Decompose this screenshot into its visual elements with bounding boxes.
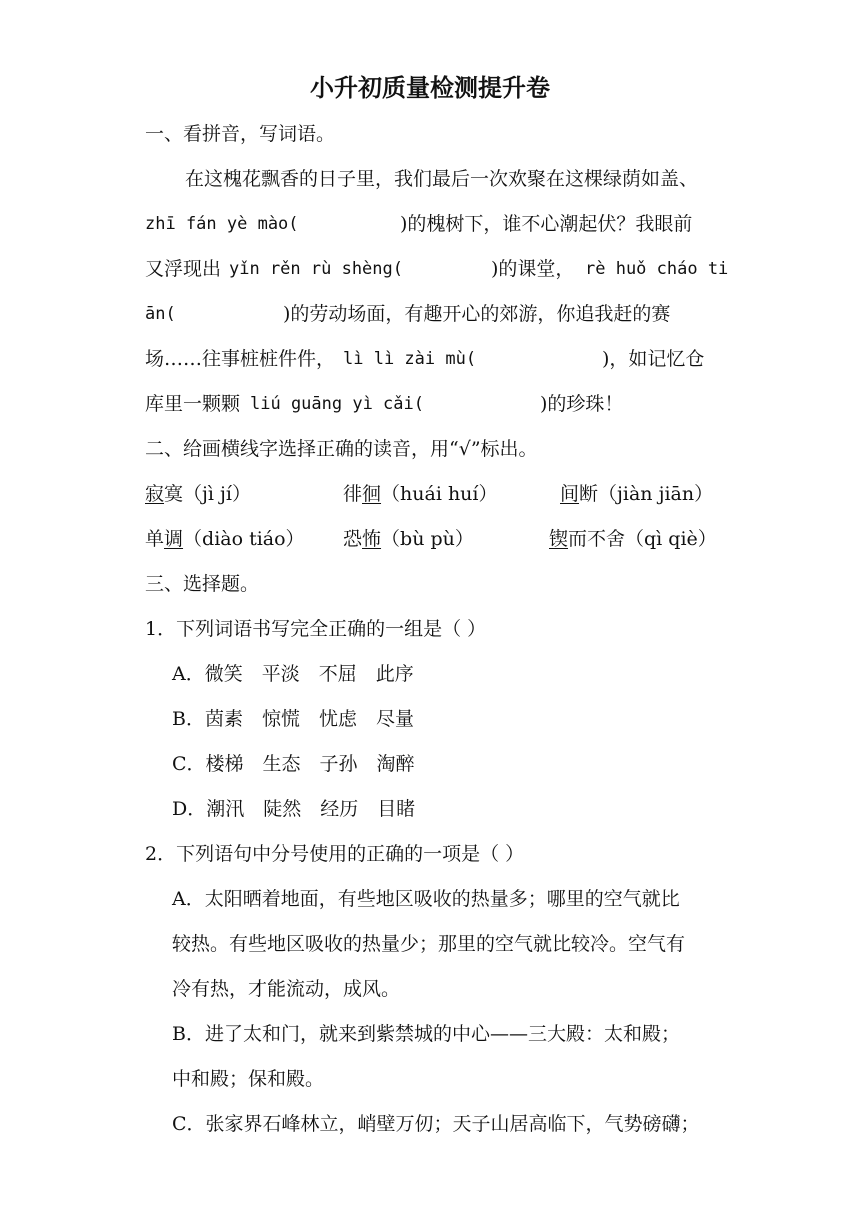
section3-heading: 三、选择题。 — [145, 573, 260, 595]
pinyin-li-li-zai-mu: lì lì zài mù( — [343, 349, 477, 369]
item-jimo: 寂寞（jì jí） — [145, 483, 251, 505]
section1-line6-text: )的珍珠！ — [540, 393, 624, 415]
underlined-char: 徊 — [362, 483, 382, 505]
section1-line2-text: )的槐树下，谁不心潮起伏？我眼前 — [400, 213, 693, 235]
section1-line3-text: )的课堂， — [491, 258, 575, 280]
q2-line: A．太阳晒着地面，有些地区吸收的热量多；哪里的空气就比 — [172, 888, 680, 910]
item-kongbu: 恐怖（bù pù） — [343, 528, 474, 550]
question-2-stem: 2．下列语句中分号使用的正确的一项是（ ） — [145, 843, 525, 865]
pinyin-zhi-fan-ye-mao: zhī fán yè mào( — [145, 214, 299, 234]
pinyin-re-huo-chao-ti: rè huǒ cháo ti — [585, 259, 729, 279]
section1-line3-prefix: 又浮现出 — [145, 258, 222, 280]
section1-line5-prefix: 场……往事桩桩件件， — [145, 348, 336, 370]
q2-line: 中和殿；保和殿。 — [172, 1068, 325, 1090]
item-jianduan: 间断（jiàn jiān） — [560, 483, 714, 505]
item-qieer: 锲而不舍（qì qiè） — [549, 528, 717, 550]
section2-heading: 二、给画横线字选择正确的读音，用“√”标出。 — [145, 438, 538, 460]
q1-option-c: C．楼梯 生态 子孙 淘醉 — [172, 753, 415, 775]
q2-line: B．进了太和门，就来到紫禁城的中心——三大殿：太和殿； — [172, 1023, 680, 1045]
section1-line6-prefix: 库里一颗颗 — [145, 393, 241, 415]
section1-line4-text: )的劳动场面，有趣开心的郊游，你追我赶的赛 — [283, 303, 671, 325]
item-paihuai: 徘徊（huái huí） — [343, 483, 498, 505]
underlined-char: 间 — [560, 483, 580, 505]
underlined-char: 怖 — [362, 528, 382, 550]
underlined-char: 调 — [164, 528, 184, 550]
q2-line: C．张家界石峰林立，峭壁万仞；天子山居高临下，气势磅礴； — [172, 1113, 700, 1135]
q1-option-a: A．微笑 平淡 不屈 此序 — [172, 663, 414, 685]
question-1-stem: 1．下列词语书写完全正确的一组是（ ） — [145, 618, 487, 640]
reading-row-2 — [0, 527, 860, 551]
section1-heading: 一、看拼音，写词语。 — [145, 123, 336, 145]
reading-row-1 — [0, 482, 860, 506]
q2-line: 较热。有些地区吸收的热量少；那里的空气就比较冷。空气有 — [172, 933, 686, 955]
pinyin-yin-ren-ru-sheng: yǐn rěn rù shèng( — [229, 259, 403, 279]
section1-line1: 在这槐花飘香的日子里，我们最后一次欢聚在这棵绿荫如盖、 — [185, 168, 699, 190]
pinyin-an: ān( — [145, 304, 176, 324]
pinyin-liu-guang-yi-cai: liú guāng yì cǎi( — [250, 394, 424, 414]
page-title: 小升初质量检测提升卷 — [310, 74, 550, 102]
section1-line5-text: )，如记忆仓 — [602, 348, 705, 370]
q2-line: 冷有热，才能流动，成风。 — [172, 978, 401, 1000]
item-dandiao: 单调（diào tiáo） — [145, 528, 305, 550]
underlined-char: 锲 — [549, 528, 569, 550]
q1-option-b: B．茵素 惊慌 忧虑 尽量 — [172, 708, 414, 730]
underlined-char: 寂 — [145, 483, 165, 505]
q1-option-d: D．潮汛 陡然 经历 目睹 — [172, 798, 416, 820]
